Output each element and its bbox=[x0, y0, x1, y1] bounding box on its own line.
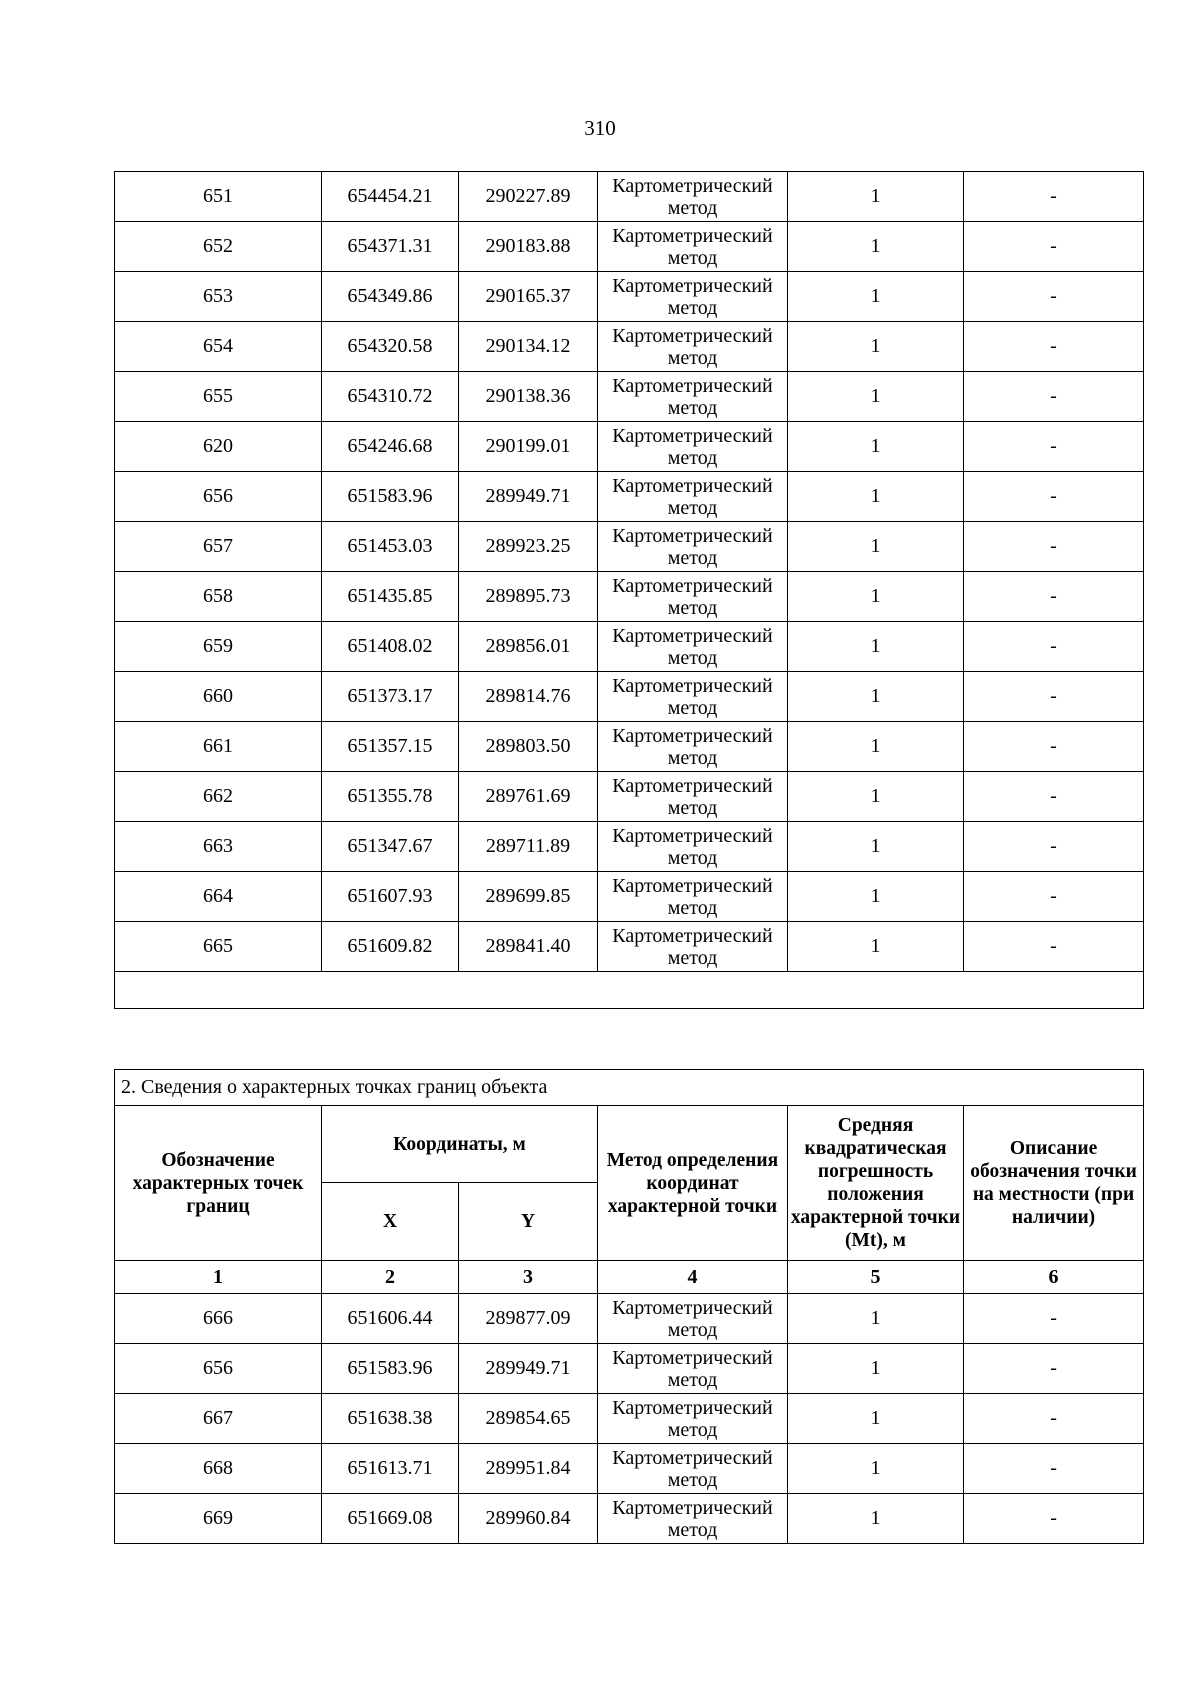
table-caption: 2. Сведения о характерных точках границ объекта bbox=[115, 1070, 1144, 1106]
method-line-2: метод bbox=[667, 296, 718, 319]
mean-error: 1 bbox=[788, 622, 964, 672]
point-description: - bbox=[964, 822, 1144, 872]
coordinate-y: 289895.73 bbox=[459, 572, 598, 622]
method-cell bbox=[598, 1294, 788, 1344]
table-row bbox=[115, 1444, 1144, 1494]
coordinate-y: 290165.37 bbox=[459, 272, 598, 322]
coordinate-x: 654246.68 bbox=[322, 422, 459, 472]
point-number: 660 bbox=[115, 672, 322, 722]
method-line-1: Картометрический bbox=[612, 874, 773, 897]
method-line-1: Картометрический bbox=[612, 374, 773, 397]
boundary-points-table-body bbox=[115, 1294, 1144, 1544]
method-line-1: Картометрический bbox=[612, 1446, 773, 1469]
point-number: 667 bbox=[115, 1394, 322, 1444]
coordinate-y: 290183.88 bbox=[459, 222, 598, 272]
method-line-1: Картометрический bbox=[612, 224, 773, 247]
method-line-2: метод bbox=[667, 1418, 718, 1441]
method-line-1: Картометрический bbox=[612, 324, 773, 347]
table-row bbox=[115, 1344, 1144, 1394]
coordinate-x: 651453.03 bbox=[322, 522, 459, 572]
mean-error: 1 bbox=[788, 1294, 964, 1344]
point-description: - bbox=[964, 722, 1144, 772]
method-cell bbox=[598, 572, 788, 622]
method-line-2: метод bbox=[667, 846, 718, 869]
point-number: 661 bbox=[115, 722, 322, 772]
point-number: 657 bbox=[115, 522, 322, 572]
point-description: - bbox=[964, 772, 1144, 822]
method-line-1: Картометрический bbox=[612, 274, 773, 297]
method-line-2: метод bbox=[667, 946, 718, 969]
coordinate-x: 651607.93 bbox=[322, 872, 459, 922]
column-number: 3 bbox=[459, 1261, 598, 1294]
empty-row bbox=[115, 972, 1144, 1009]
mean-error: 1 bbox=[788, 772, 964, 822]
header-coordinates: Координаты, м bbox=[322, 1106, 598, 1183]
method-line-2: метод bbox=[667, 1318, 718, 1341]
mean-error: 1 bbox=[788, 572, 964, 622]
point-description: - bbox=[964, 922, 1144, 972]
method-cell bbox=[598, 772, 788, 822]
method-line-1: Картометрический bbox=[612, 574, 773, 597]
point-description: - bbox=[964, 572, 1144, 622]
point-description: - bbox=[964, 472, 1144, 522]
mean-error: 1 bbox=[788, 922, 964, 972]
coordinate-y: 289814.76 bbox=[459, 672, 598, 722]
method-cell bbox=[598, 322, 788, 372]
table-row bbox=[115, 172, 1144, 222]
mean-error: 1 bbox=[788, 222, 964, 272]
mean-error: 1 bbox=[788, 672, 964, 722]
coordinate-y: 289949.71 bbox=[459, 472, 598, 522]
column-number: 2 bbox=[322, 1261, 459, 1294]
header-point-designation: Обозначение характерных точек границ bbox=[115, 1106, 322, 1261]
method-cell bbox=[598, 1494, 788, 1544]
mean-error: 1 bbox=[788, 372, 964, 422]
boundary-points-table bbox=[114, 1069, 1144, 1544]
table-row bbox=[115, 372, 1144, 422]
coordinate-y: 289761.69 bbox=[459, 772, 598, 822]
header-y: Y bbox=[459, 1183, 598, 1261]
method-cell bbox=[598, 622, 788, 672]
coordinate-x: 651609.82 bbox=[322, 922, 459, 972]
table-row bbox=[115, 472, 1144, 522]
coordinate-x: 651435.85 bbox=[322, 572, 459, 622]
method-line-2: метод bbox=[667, 746, 718, 769]
point-number: 662 bbox=[115, 772, 322, 822]
coordinate-x: 654454.21 bbox=[322, 172, 459, 222]
method-line-2: метод bbox=[667, 396, 718, 419]
coordinate-y: 289841.40 bbox=[459, 922, 598, 972]
method-cell bbox=[598, 872, 788, 922]
table-row bbox=[115, 1494, 1144, 1544]
table-row bbox=[115, 272, 1144, 322]
table-row bbox=[115, 222, 1144, 272]
mean-error: 1 bbox=[788, 1394, 964, 1444]
method-line-2: метод bbox=[667, 796, 718, 819]
point-description: - bbox=[964, 1294, 1144, 1344]
method-cell bbox=[598, 672, 788, 722]
table-row bbox=[115, 822, 1144, 872]
method-line-1: Картометрический bbox=[612, 174, 773, 197]
method-line-1: Картометрический bbox=[612, 424, 773, 447]
table-row bbox=[115, 1294, 1144, 1344]
method-line-2: метод bbox=[667, 696, 718, 719]
method-cell bbox=[598, 172, 788, 222]
table-row bbox=[115, 1394, 1144, 1444]
header-description: Описание обозначения точки на местности (при наличии) bbox=[964, 1106, 1144, 1261]
mean-error: 1 bbox=[788, 1444, 964, 1494]
coordinate-y: 289803.50 bbox=[459, 722, 598, 772]
coordinate-x: 654310.72 bbox=[322, 372, 459, 422]
coordinate-x: 651606.44 bbox=[322, 1294, 459, 1344]
mean-error: 1 bbox=[788, 1494, 964, 1544]
point-description: - bbox=[964, 322, 1144, 372]
point-number: 664 bbox=[115, 872, 322, 922]
coordinate-y: 290138.36 bbox=[459, 372, 598, 422]
coordinate-y: 289711.89 bbox=[459, 822, 598, 872]
method-line-2: метод bbox=[667, 1518, 718, 1541]
coordinate-y: 290134.12 bbox=[459, 322, 598, 372]
column-number: 1 bbox=[115, 1261, 322, 1294]
table-row bbox=[115, 522, 1144, 572]
mean-error: 1 bbox=[788, 722, 964, 772]
table-row bbox=[115, 322, 1144, 372]
method-cell bbox=[598, 372, 788, 422]
mean-error: 1 bbox=[788, 322, 964, 372]
method-line-1: Картометрический bbox=[612, 1296, 773, 1319]
coordinate-x: 651638.38 bbox=[322, 1394, 459, 1444]
header-error: Средняя квадратическая погрешность положения характерной точки (Mt), м bbox=[788, 1106, 964, 1261]
point-number: 620 bbox=[115, 422, 322, 472]
point-description: - bbox=[964, 622, 1144, 672]
mean-error: 1 bbox=[788, 472, 964, 522]
method-cell bbox=[598, 422, 788, 472]
point-description: - bbox=[964, 672, 1144, 722]
point-number: 653 bbox=[115, 272, 322, 322]
coordinate-y: 290227.89 bbox=[459, 172, 598, 222]
mean-error: 1 bbox=[788, 522, 964, 572]
point-number: 663 bbox=[115, 822, 322, 872]
method-cell bbox=[598, 722, 788, 772]
point-number: 669 bbox=[115, 1494, 322, 1544]
coordinate-x: 651373.17 bbox=[322, 672, 459, 722]
method-line-1: Картометрический bbox=[612, 624, 773, 647]
method-line-2: метод bbox=[667, 896, 718, 919]
method-line-1: Картометрический bbox=[612, 924, 773, 947]
table-row bbox=[115, 772, 1144, 822]
method-cell bbox=[598, 822, 788, 872]
point-number: 659 bbox=[115, 622, 322, 672]
coordinate-x: 654349.86 bbox=[322, 272, 459, 322]
method-line-1: Картометрический bbox=[612, 824, 773, 847]
method-cell bbox=[598, 922, 788, 972]
coordinate-x: 651355.78 bbox=[322, 772, 459, 822]
point-number: 656 bbox=[115, 472, 322, 522]
coordinate-y: 289960.84 bbox=[459, 1494, 598, 1544]
point-number: 665 bbox=[115, 922, 322, 972]
point-description: - bbox=[964, 222, 1144, 272]
table-row bbox=[115, 872, 1144, 922]
method-line-2: метод bbox=[667, 1368, 718, 1391]
page-number: 310 bbox=[584, 116, 616, 140]
mean-error: 1 bbox=[788, 272, 964, 322]
coordinate-x: 651583.96 bbox=[322, 1344, 459, 1394]
coordinates-table-body bbox=[115, 172, 1144, 1009]
coordinate-x: 654320.58 bbox=[322, 322, 459, 372]
point-description: - bbox=[964, 422, 1144, 472]
point-number: 654 bbox=[115, 322, 322, 372]
point-number: 658 bbox=[115, 572, 322, 622]
table-row bbox=[115, 672, 1144, 722]
coordinate-y: 289923.25 bbox=[459, 522, 598, 572]
method-line-2: метод bbox=[667, 496, 718, 519]
mean-error: 1 bbox=[788, 172, 964, 222]
point-number: 652 bbox=[115, 222, 322, 272]
coordinate-x: 651583.96 bbox=[322, 472, 459, 522]
point-description: - bbox=[964, 872, 1144, 922]
method-cell bbox=[598, 222, 788, 272]
method-line-1: Картометрический bbox=[612, 674, 773, 697]
point-description: - bbox=[964, 372, 1144, 422]
coordinate-x: 651357.15 bbox=[322, 722, 459, 772]
point-number: 666 bbox=[115, 1294, 322, 1344]
method-cell bbox=[598, 272, 788, 322]
point-description: - bbox=[964, 1494, 1144, 1544]
method-cell bbox=[598, 1344, 788, 1394]
coordinate-x: 654371.31 bbox=[322, 222, 459, 272]
coordinate-y: 289951.84 bbox=[459, 1444, 598, 1494]
method-line-1: Картометрический bbox=[612, 1396, 773, 1419]
column-number: 6 bbox=[964, 1261, 1144, 1294]
coordinate-y: 289877.09 bbox=[459, 1294, 598, 1344]
point-description: - bbox=[964, 1444, 1144, 1494]
coordinate-x: 651613.71 bbox=[322, 1444, 459, 1494]
point-description: - bbox=[964, 1394, 1144, 1444]
point-description: - bbox=[964, 172, 1144, 222]
empty-cell bbox=[115, 972, 1144, 1009]
coordinates-table-continued bbox=[114, 171, 1144, 1009]
method-line-1: Картометрический bbox=[612, 1496, 773, 1519]
coordinate-x: 651408.02 bbox=[322, 622, 459, 672]
method-cell bbox=[598, 1394, 788, 1444]
mean-error: 1 bbox=[788, 822, 964, 872]
column-number: 5 bbox=[788, 1261, 964, 1294]
coordinate-y: 289854.65 bbox=[459, 1394, 598, 1444]
method-line-1: Картометрический bbox=[612, 1346, 773, 1369]
method-cell bbox=[598, 1444, 788, 1494]
mean-error: 1 bbox=[788, 422, 964, 472]
table-row bbox=[115, 622, 1144, 672]
header-x: X bbox=[322, 1183, 459, 1261]
method-line-1: Картометрический bbox=[612, 774, 773, 797]
method-line-2: метод bbox=[667, 596, 718, 619]
table-row bbox=[115, 722, 1144, 772]
method-line-1: Картометрический bbox=[612, 524, 773, 547]
point-number: 655 bbox=[115, 372, 322, 422]
point-number: 656 bbox=[115, 1344, 322, 1394]
table-row bbox=[115, 922, 1144, 972]
column-number: 4 bbox=[598, 1261, 788, 1294]
mean-error: 1 bbox=[788, 1344, 964, 1394]
point-number: 668 bbox=[115, 1444, 322, 1494]
coordinate-x: 651669.08 bbox=[322, 1494, 459, 1544]
method-line-2: метод bbox=[667, 246, 718, 269]
table-row bbox=[115, 572, 1144, 622]
point-number: 651 bbox=[115, 172, 322, 222]
table-row bbox=[115, 422, 1144, 472]
method-cell bbox=[598, 522, 788, 572]
header-method: Метод определения координат характерной точки bbox=[598, 1106, 788, 1261]
point-description: - bbox=[964, 522, 1144, 572]
method-line-2: метод bbox=[667, 646, 718, 669]
mean-error: 1 bbox=[788, 872, 964, 922]
method-line-1: Картометрический bbox=[612, 724, 773, 747]
coordinate-y: 290199.01 bbox=[459, 422, 598, 472]
coordinate-y: 289856.01 bbox=[459, 622, 598, 672]
method-line-2: метод bbox=[667, 546, 718, 569]
point-description: - bbox=[964, 272, 1144, 322]
method-line-2: метод bbox=[667, 446, 718, 469]
coordinate-y: 289949.71 bbox=[459, 1344, 598, 1394]
method-cell bbox=[598, 472, 788, 522]
coordinate-x: 651347.67 bbox=[322, 822, 459, 872]
method-line-2: метод bbox=[667, 1468, 718, 1491]
point-description: - bbox=[964, 1344, 1144, 1394]
method-line-1: Картометрический bbox=[612, 474, 773, 497]
method-line-2: метод bbox=[667, 196, 718, 219]
coordinate-y: 289699.85 bbox=[459, 872, 598, 922]
method-line-2: метод bbox=[667, 346, 718, 369]
